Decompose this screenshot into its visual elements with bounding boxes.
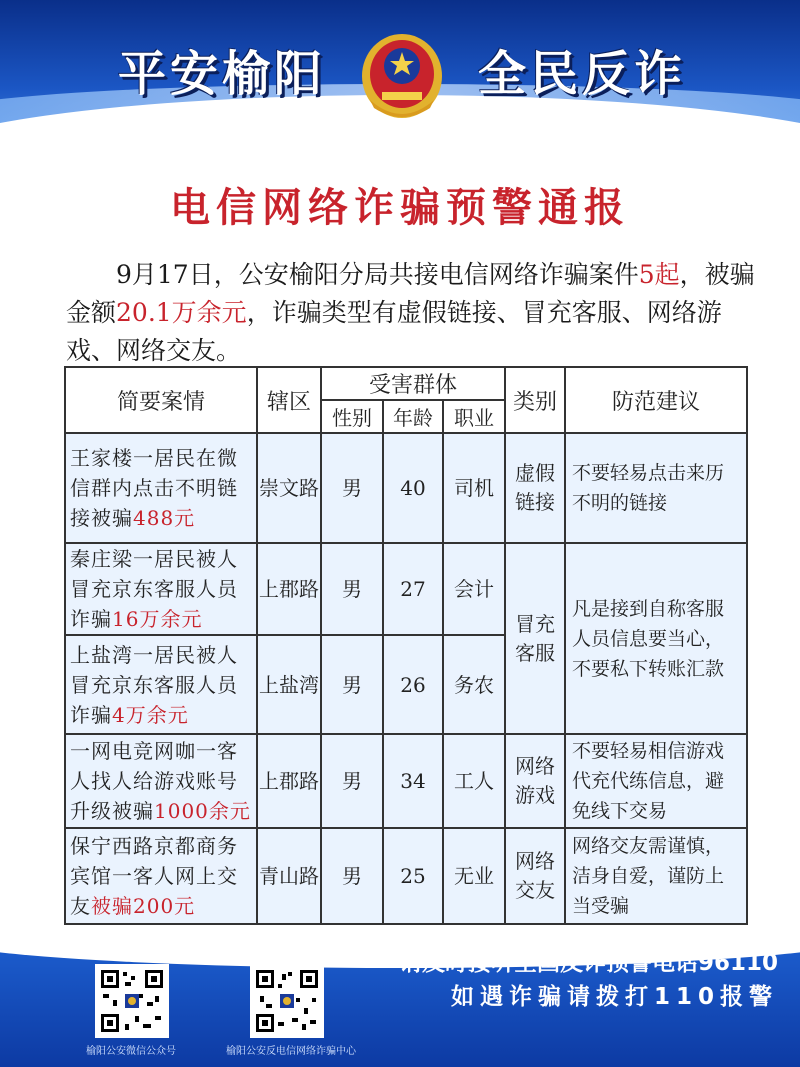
case-age: 40	[383, 433, 443, 543]
header-gender: 性别	[321, 400, 383, 433]
header-category: 类别	[505, 367, 565, 433]
header-victim-group: 受害群体	[321, 367, 505, 400]
case-gender: 男	[321, 543, 383, 635]
intro-text-3: ，诈骗类型有虚假链接、冒充客服、网络游戏、网络交友。	[66, 298, 722, 365]
case-gender: 男	[321, 828, 383, 924]
table-row	[65, 734, 747, 828]
qr-code-icon[interactable]	[95, 964, 169, 1038]
case-occupation: 无业	[443, 828, 505, 924]
case-district: 上盐湾	[257, 635, 321, 734]
case-occupation: 会计	[443, 543, 505, 635]
case-gender: 男	[321, 635, 383, 734]
case-summary	[65, 543, 257, 635]
table-row	[65, 828, 747, 924]
table-header-row	[65, 367, 747, 400]
case-gender: 男	[321, 734, 383, 828]
case-summary-text: 保宁西路京都商务宾馆一客人网上交友	[70, 834, 238, 918]
qr-code-icon[interactable]	[250, 964, 324, 1038]
case-advice: 不要轻易相信游戏代充代练信息，避免线下交易	[565, 734, 747, 828]
case-district: 崇文路	[257, 433, 321, 543]
intro-text-1: 9月17日，公安榆阳分局共接电信网络诈骗案件	[116, 260, 639, 289]
table-row	[65, 543, 747, 635]
case-summary-text: 上盐湾一居民被人冒充京东客服人员诈骗	[70, 642, 238, 727]
page-title: 电信网络诈骗预警通报	[170, 184, 630, 231]
case-category: 网络交友	[505, 828, 565, 924]
table-row	[65, 433, 747, 543]
hotline-text: 请及时接听全国反诈预警电话96110	[398, 950, 778, 976]
case-loss: 被骗200元	[91, 894, 196, 918]
case-advice: 网络交友需谨慎，洁身自爱，谨防上当受骗	[565, 828, 747, 924]
case-occupation: 司机	[443, 433, 505, 543]
qr1-label: 榆阳公安微信公众号	[86, 1046, 176, 1057]
case-district: 上郡路	[257, 734, 321, 828]
header-age: 年龄	[383, 400, 443, 433]
case-loss: 16万余元	[112, 607, 203, 631]
case-loss: 488元	[133, 506, 196, 530]
intro-text-2: ，被骗金额	[66, 260, 755, 327]
case-summary	[65, 635, 257, 734]
case-occupation: 务农	[443, 635, 505, 734]
header-summary: 简要案情	[65, 367, 257, 433]
case-district: 上郡路	[257, 543, 321, 635]
slogan-right: 全民反诈	[478, 46, 687, 102]
slogan-left: 平安榆阳	[118, 46, 327, 102]
intro-paragraph	[66, 256, 756, 370]
case-table-wrap	[64, 366, 746, 925]
case-summary-text: 王家楼一居民在微信群内点击不明链接被骗	[70, 446, 238, 530]
case-category: 网络游戏	[505, 734, 565, 828]
case-district: 青山路	[257, 828, 321, 924]
qr2-label: 榆阳公安反电信网络诈骗中心	[226, 1046, 356, 1057]
header-district: 辖区	[257, 367, 321, 433]
case-summary-text: 一网电竞网咖一客人找人给游戏账号升级被骗	[70, 739, 238, 823]
case-age: 34	[383, 734, 443, 828]
loss-amount: 20.1万余元	[116, 298, 247, 327]
report-text: 如遇诈骗请拨打110报警	[450, 984, 778, 1010]
police-emblem-icon	[360, 30, 444, 120]
case-advice: 不要轻易点击来历不明的链接	[565, 433, 747, 543]
case-summary	[65, 828, 257, 924]
case-age: 27	[383, 543, 443, 635]
case-count: 5起	[638, 260, 680, 289]
case-loss: 4万余元	[112, 702, 189, 727]
case-age: 25	[383, 828, 443, 924]
header-occupation: 职业	[443, 400, 505, 433]
case-category: 冒充客服	[505, 543, 565, 734]
case-gender: 男	[321, 433, 383, 543]
case-category: 虚假链接	[505, 433, 565, 543]
case-age: 26	[383, 635, 443, 734]
case-advice: 凡是接到自称客服人员信息要当心，不要私下转账汇款	[565, 543, 747, 734]
case-occupation: 工人	[443, 734, 505, 828]
case-summary	[65, 433, 257, 543]
case-table	[64, 366, 748, 925]
header-advice: 防范建议	[565, 367, 747, 433]
case-loss: 1000余元	[154, 799, 251, 823]
case-summary-text: 秦庄梁一居民被人冒充京东客服人员诈骗	[70, 547, 238, 631]
case-summary	[65, 734, 257, 828]
